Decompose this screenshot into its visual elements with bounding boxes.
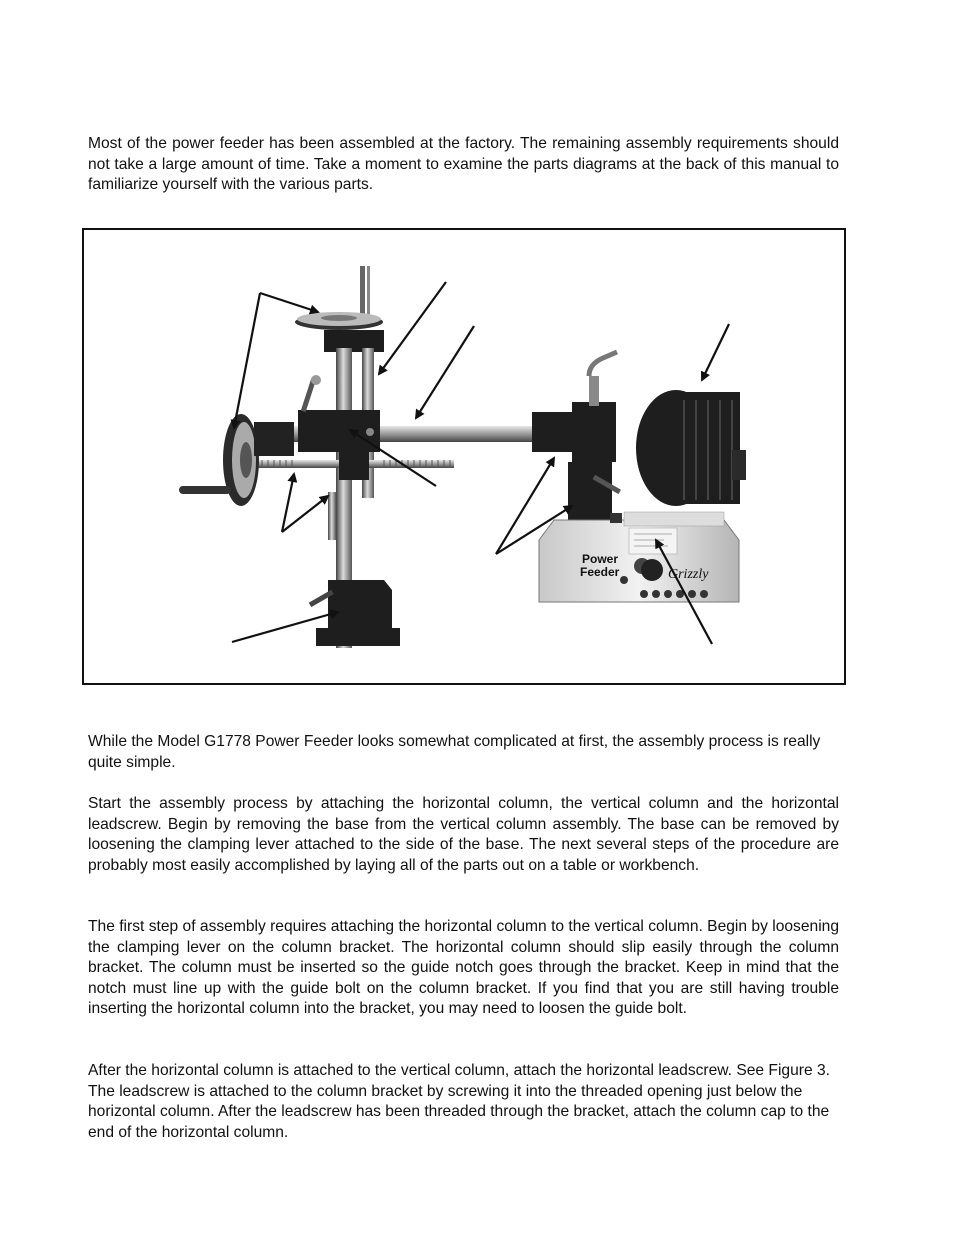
- arrow-motor: [702, 324, 729, 380]
- figure-frame: [82, 228, 846, 685]
- body-paragraph-2: Start the assembly process by attaching the horizontal column, the vertical column and the horizontal leadscrew. Begin by removing the base from the vertical column assembly. The base can be removed by loosening the clamping lever attached to the side of the base. The next several steps of the procedure are probably most easily accomplished by laying all of the parts out on a table or workbench.: [88, 795, 839, 874]
- column-base: [309, 580, 400, 646]
- badge-line2: Feeder: [580, 565, 620, 579]
- arrow-top-handwheel: [260, 293, 318, 312]
- arrow-vertical-leadscrew: [379, 282, 446, 374]
- arrow-horizontal-column: [416, 326, 474, 418]
- motor: [636, 390, 746, 506]
- body-paragraph-3: The first step of assembly requires attaching the horizontal column to the vertical column. Begin by loosening the clamping lever on the column bracket. The horizontal column should slip easily through the column bracket. The column must be inserted so the guide notch goes through the bracket. Keep in mind that the notch must line up with the guide bolt on the column bracket. If you find that you are still having trouble inserting the horizontal column into the bracket, you may need to loosen the guide bolt.: [88, 918, 839, 1018]
- badge-line1: Power: [582, 552, 619, 566]
- power-feeder-illustration: [84, 230, 844, 683]
- intro-paragraph: Most of the power feeder has been assembled at the factory. The remaining assembly requirements should not take a large amount of time. Take a moment to examine the parts diagrams at the back of this manual to familiarize yourself with the various parts.: [88, 135, 839, 194]
- top-handwheel: [295, 312, 383, 330]
- brand-logo: Grizzly: [668, 567, 709, 582]
- feeder-bracket: [532, 352, 621, 532]
- column-top-block: [324, 330, 384, 352]
- body-paragraph-1: While the Model G1778 Power Feeder looks somewhat complicated at first, the assembly process is really quite simple.: [88, 733, 821, 771]
- arrow-side-handwheel: [234, 293, 260, 428]
- body-paragraph-4: After the horizontal column is attached to the vertical column, attach the horizontal leadscrew. See Figure 3. The leadscrew is attached to the column bracket by screwing it into the threaded opening just below the horizontal column. After the leadscrew has been threaded through the bracket, attach the column cap to the end of the horizontal column.: [88, 1062, 830, 1141]
- gearbox: [539, 512, 739, 602]
